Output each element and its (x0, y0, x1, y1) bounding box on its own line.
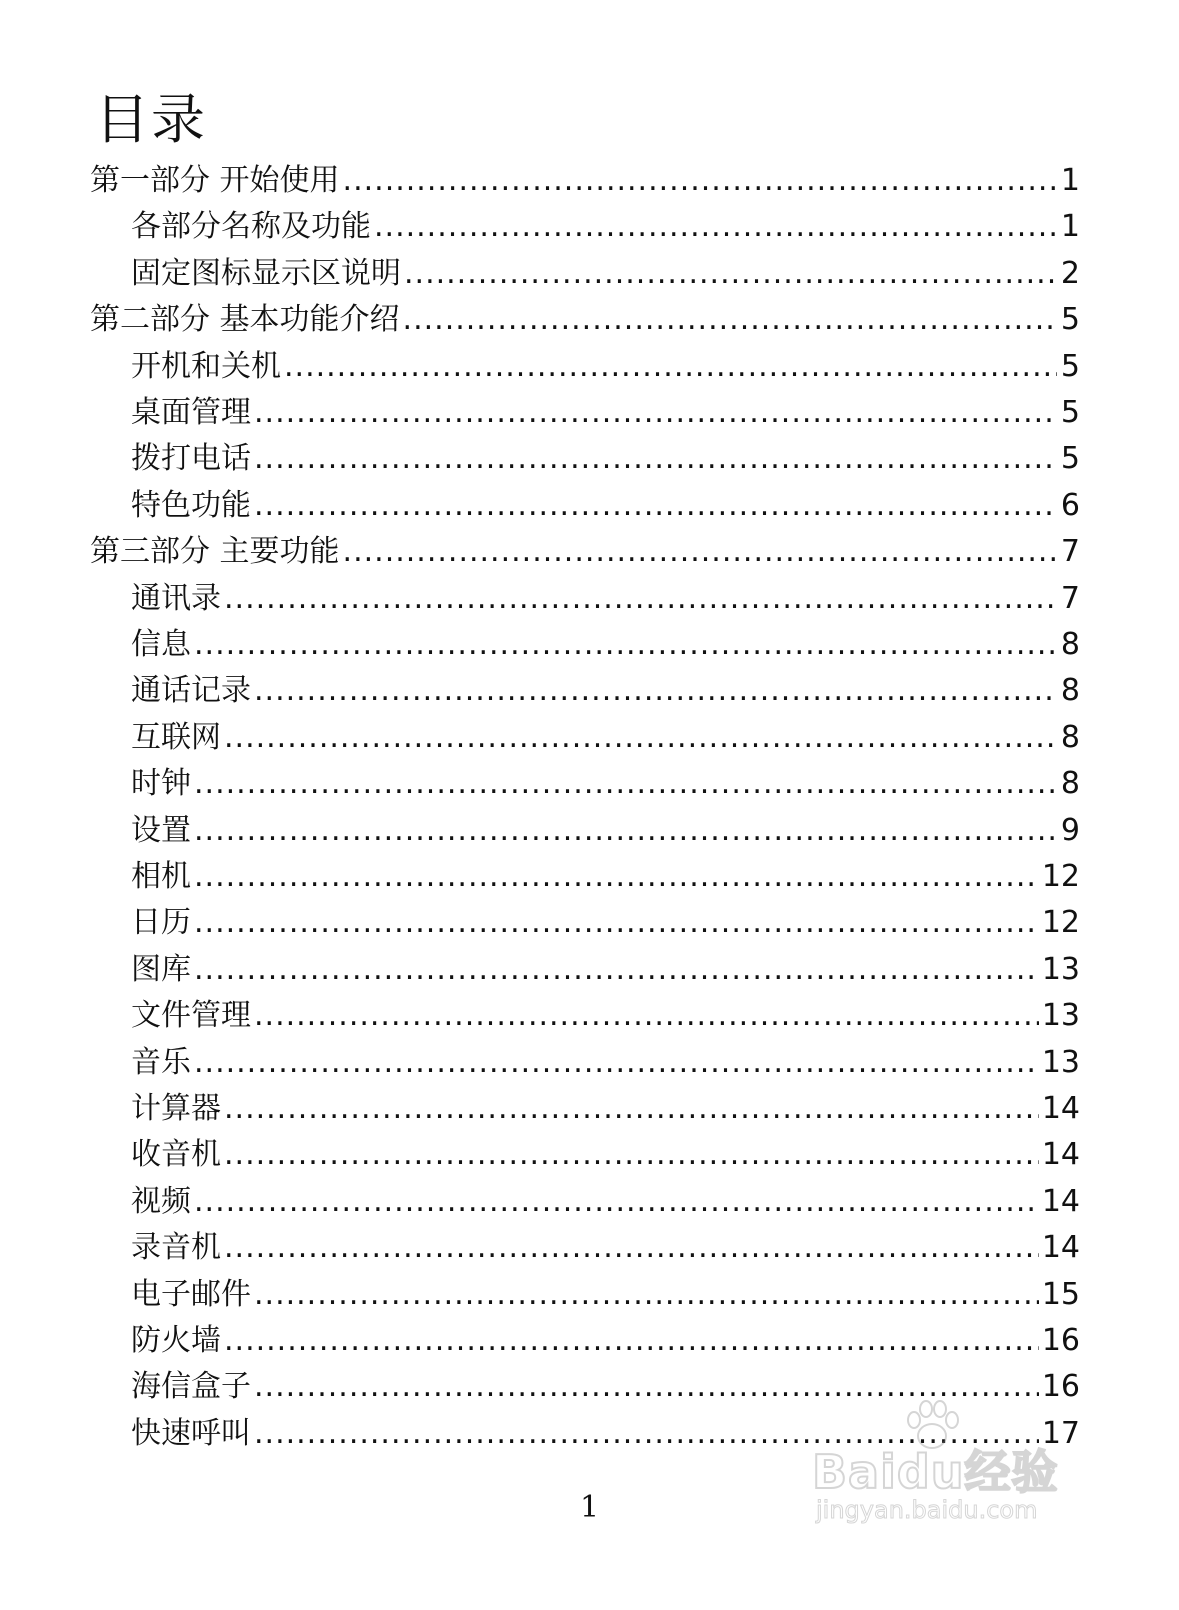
toc-entry-page: 7 (1060, 534, 1080, 569)
page-title: 目录 (95, 88, 207, 151)
toc-dot-leader (194, 900, 1039, 946)
toc-dot-leader (254, 993, 1039, 1039)
watermark (812, 1400, 1092, 1540)
toc-entry[interactable] (131, 668, 1080, 714)
toc-entry-page: 13 (1041, 998, 1080, 1033)
toc-entry-page: 14 (1041, 1091, 1080, 1126)
toc-dot-leader (343, 158, 1057, 204)
toc-entry-label: 各部分名称及功能 (131, 209, 371, 244)
toc-entry[interactable] (131, 715, 1080, 761)
toc-entry-label: 快速呼叫 (131, 1416, 251, 1451)
toc-entry-page: 8 (1060, 627, 1080, 662)
toc-entry[interactable] (131, 947, 1080, 993)
toc-entry-label: 音乐 (131, 1045, 191, 1080)
toc-entry-page: 13 (1041, 952, 1080, 987)
toc-dot-leader (194, 1040, 1039, 1086)
toc-dot-leader (254, 1272, 1039, 1318)
toc-entry[interactable] (90, 158, 1080, 204)
toc-entry[interactable] (131, 1040, 1080, 1086)
toc-entry-label: 信息 (131, 627, 191, 662)
toc-entry-page: 16 (1041, 1369, 1080, 1404)
toc-entry-page: 14 (1041, 1230, 1080, 1265)
toc-entry-label: 视频 (131, 1184, 191, 1219)
toc-dot-leader (254, 436, 1057, 482)
toc-entry-page: 1 (1060, 209, 1080, 244)
toc-entry-label: 开机和关机 (131, 349, 281, 384)
toc-entry-page: 1 (1060, 163, 1080, 198)
toc-entry-page: 12 (1041, 859, 1080, 894)
toc-entry-label: 海信盒子 (131, 1369, 251, 1404)
toc-entry[interactable] (131, 854, 1080, 900)
toc-entry[interactable] (90, 297, 1080, 343)
toc-entry-page: 8 (1060, 673, 1080, 708)
toc-dot-leader (224, 715, 1057, 761)
toc-entry[interactable] (131, 993, 1080, 1039)
toc-entry-page: 13 (1041, 1045, 1080, 1080)
toc-dot-leader (374, 204, 1057, 250)
toc-entry-page: 16 (1041, 1323, 1080, 1358)
toc-entry[interactable] (131, 390, 1080, 436)
toc-entry[interactable] (131, 808, 1080, 854)
toc-dot-leader (194, 1179, 1039, 1225)
toc-entry[interactable] (131, 204, 1080, 250)
toc-entry-label: 通话记录 (131, 673, 251, 708)
toc-entry[interactable] (131, 1318, 1080, 1364)
toc-dot-leader (254, 483, 1057, 529)
toc-entry[interactable] (131, 576, 1080, 622)
toc-entry-page: 2 (1060, 256, 1080, 291)
toc-dot-leader (284, 344, 1057, 390)
toc-entry-page: 15 (1041, 1277, 1080, 1312)
toc-dot-leader (404, 251, 1057, 297)
toc-dot-leader (194, 854, 1039, 900)
toc-entry-label: 时钟 (131, 766, 191, 801)
toc-entry-page: 5 (1060, 349, 1080, 384)
toc-dot-leader (254, 668, 1057, 714)
toc-entry-page: 9 (1060, 813, 1080, 848)
toc-entry[interactable] (131, 761, 1080, 807)
toc-entry-page: 5 (1060, 395, 1080, 430)
page-number: 1 (579, 1490, 600, 1525)
toc-dot-leader (343, 529, 1057, 575)
toc-entry-label: 电子邮件 (131, 1277, 251, 1312)
toc-dot-leader (224, 1225, 1039, 1271)
toc-entry-label: 文件管理 (131, 998, 251, 1033)
toc-entry-page: 12 (1041, 905, 1080, 940)
toc-entry-page: 6 (1060, 488, 1080, 523)
toc-dot-leader (224, 1132, 1039, 1178)
toc-dot-leader (224, 1318, 1039, 1364)
toc-entry-label: 设置 (131, 813, 191, 848)
toc-entry-page: 14 (1041, 1137, 1080, 1172)
toc-entry-page: 14 (1041, 1184, 1080, 1219)
toc-dot-leader (403, 297, 1057, 343)
toc-dot-leader (224, 576, 1057, 622)
toc-entry[interactable] (131, 1179, 1080, 1225)
toc-dot-leader (194, 622, 1057, 668)
toc-entry[interactable] (131, 622, 1080, 668)
toc-entry-label: 计算器 (131, 1091, 221, 1126)
toc-entry[interactable] (131, 483, 1080, 529)
toc-entry-label: 图库 (131, 952, 191, 987)
toc-entry-label: 固定图标显示区说明 (131, 256, 401, 291)
toc-entry[interactable] (131, 436, 1080, 482)
toc-entry-label: 相机 (131, 859, 191, 894)
toc-entry[interactable] (90, 529, 1080, 575)
toc-dot-leader (194, 808, 1057, 854)
toc-entry-page: 5 (1060, 441, 1080, 476)
toc-dot-leader (194, 947, 1039, 993)
toc-entry[interactable] (131, 1086, 1080, 1132)
toc-entry-label: 防火墙 (131, 1323, 221, 1358)
toc-dot-leader (224, 1086, 1039, 1132)
toc-entry-page: 5 (1060, 302, 1080, 337)
toc-entry[interactable] (131, 1225, 1080, 1271)
toc-entry-label: 录音机 (131, 1230, 221, 1265)
toc-entry[interactable] (131, 1272, 1080, 1318)
toc-entry-label: 收音机 (131, 1137, 221, 1172)
watermark-url: jingyan.baidu.com (816, 1496, 1038, 1524)
toc-entry[interactable] (131, 900, 1080, 946)
toc-dot-leader (194, 761, 1057, 807)
toc-entry-page: 7 (1060, 581, 1080, 616)
toc-entry-label: 第三部分 主要功能 (90, 534, 340, 569)
toc-dot-leader (254, 390, 1057, 436)
toc-entry-label: 拨打电话 (131, 441, 251, 476)
toc-entry[interactable] (131, 344, 1080, 390)
toc-entry-label: 互联网 (131, 720, 221, 755)
toc-entry-label: 第二部分 基本功能介绍 (90, 302, 400, 337)
toc-entry-label: 第一部分 开始使用 (90, 163, 340, 198)
toc-entry-page: 8 (1060, 766, 1080, 801)
toc-entry-label: 日历 (131, 905, 191, 940)
watermark-brand: Baidu经验 (812, 1445, 1059, 1499)
toc-entry-page: 17 (1041, 1416, 1080, 1451)
toc-entry-label: 通讯录 (131, 581, 221, 616)
toc-entry[interactable] (131, 1132, 1080, 1178)
toc-entry-label: 特色功能 (131, 488, 251, 523)
toc-entry-label: 桌面管理 (131, 395, 251, 430)
toc-entry-page: 8 (1060, 720, 1080, 755)
toc-entry[interactable] (131, 251, 1080, 297)
